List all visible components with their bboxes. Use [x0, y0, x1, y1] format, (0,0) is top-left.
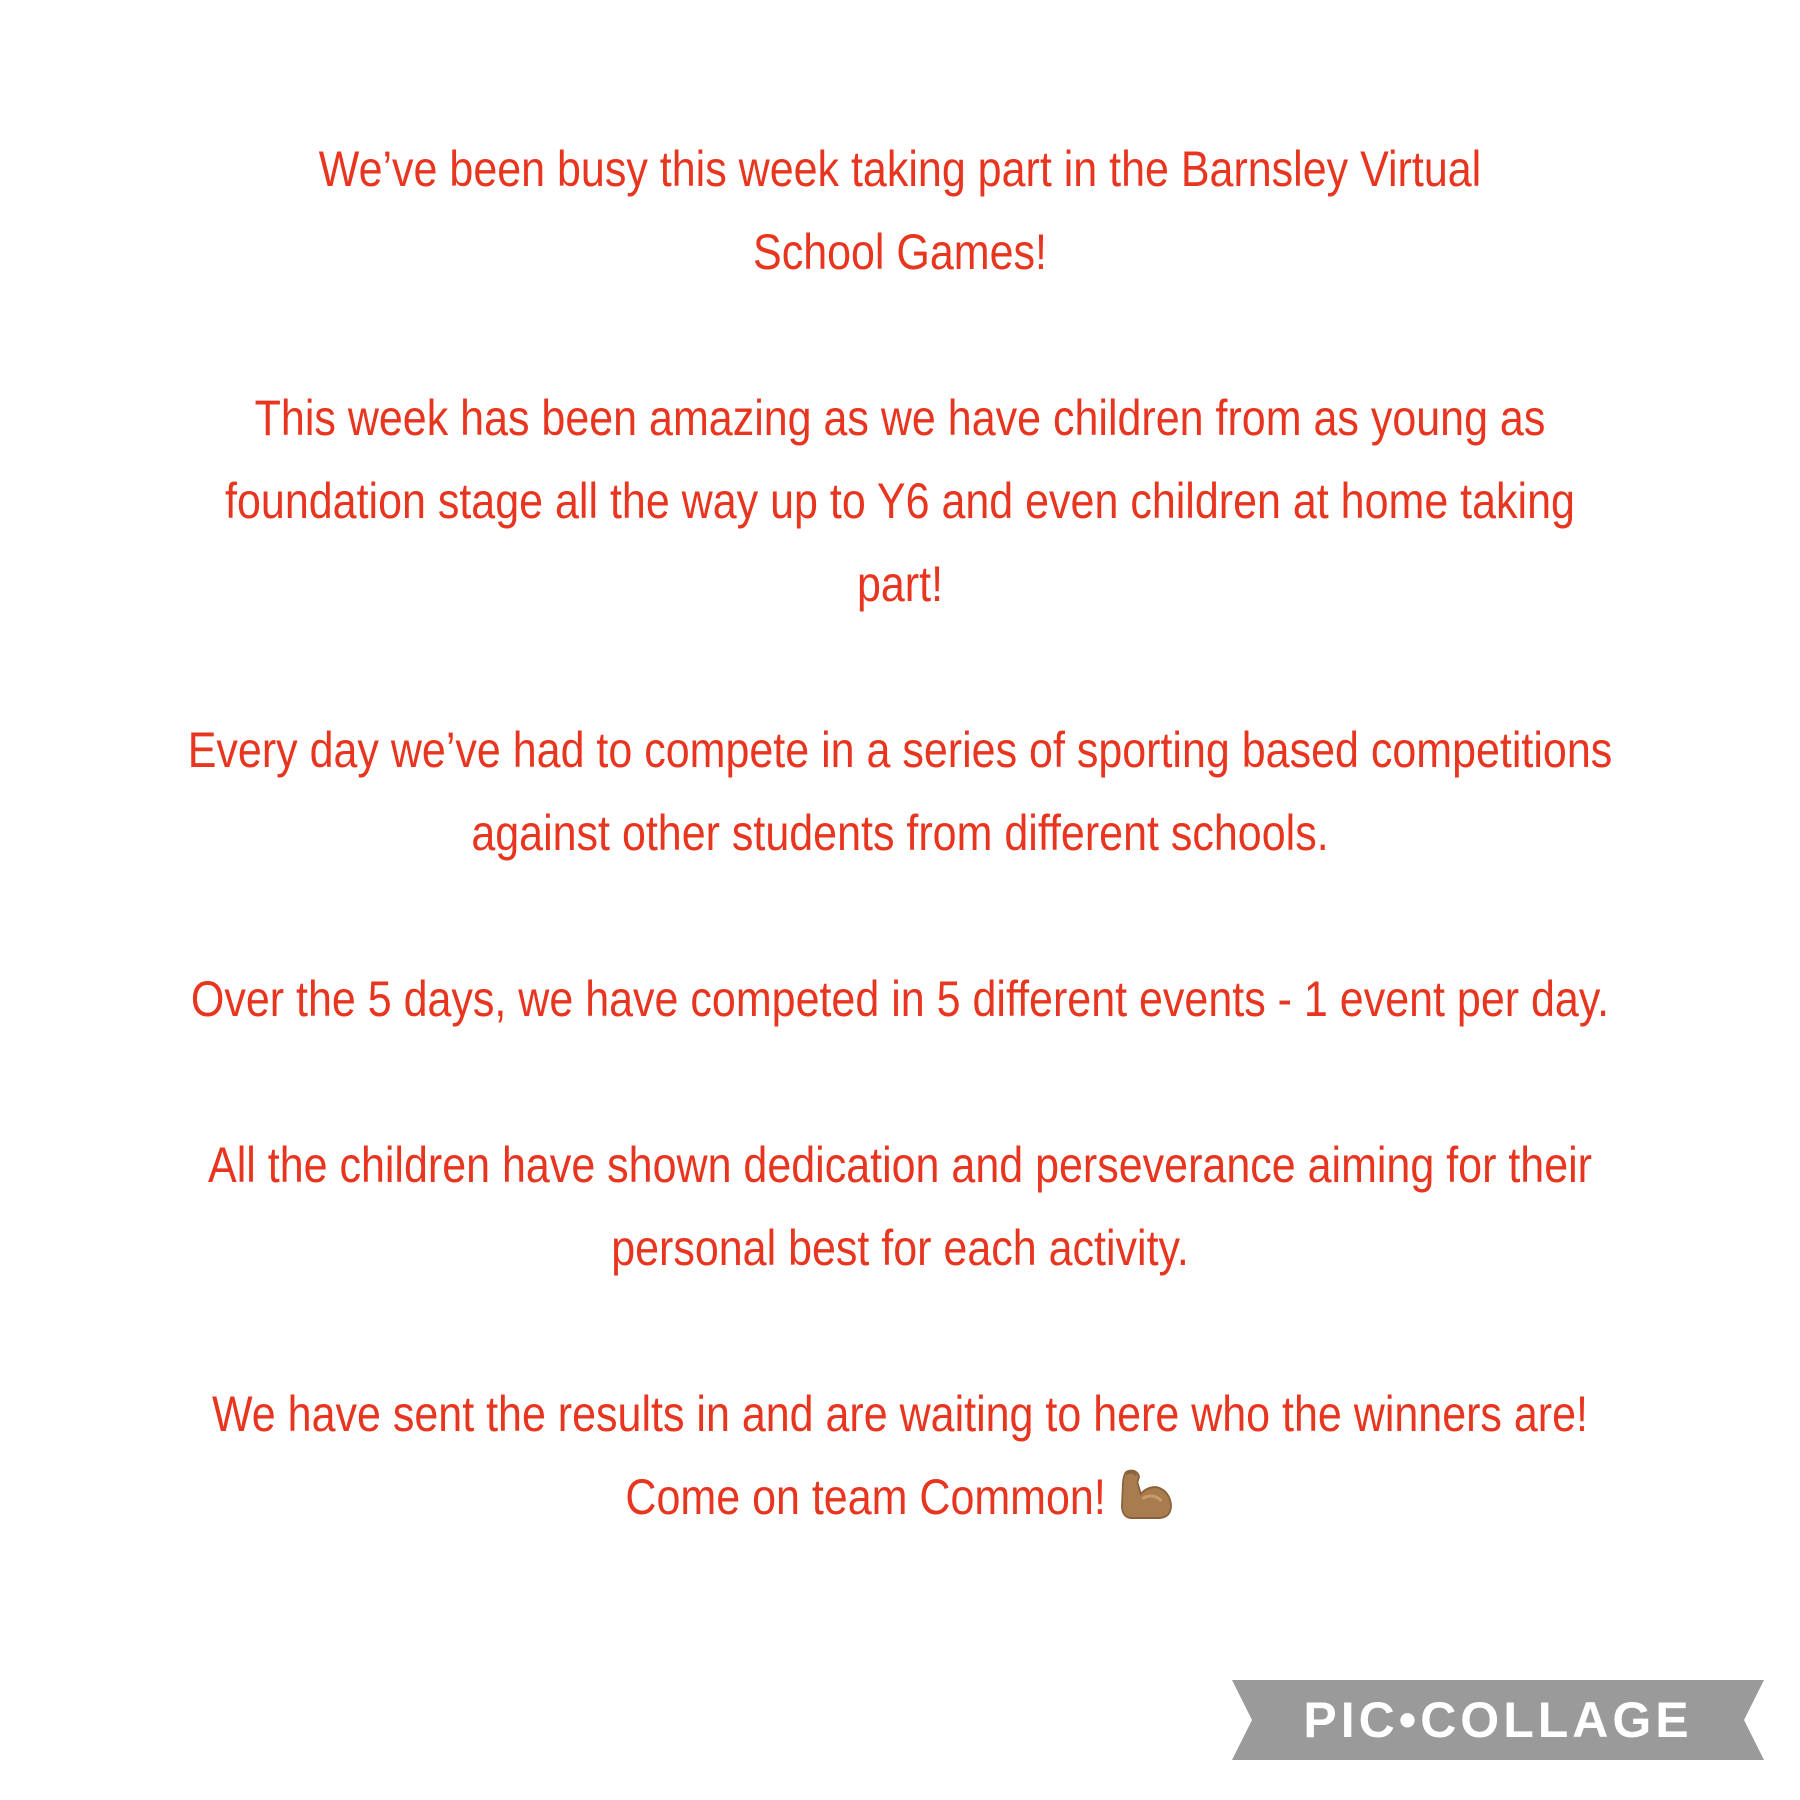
text-line	[186, 1456, 1614, 1545]
paragraph	[186, 377, 1614, 626]
text-line: part!	[856, 556, 944, 612]
text-line: We’ve been busy this week taking part in the Barnsley Virtual	[318, 141, 1482, 197]
text-line: personal best for each activity.	[611, 1220, 1189, 1276]
paragraph	[186, 958, 1614, 1041]
text-line: All the children have shown dedication and perseverance aiming for their	[208, 1137, 1592, 1193]
text-line: Over the 5 days, we have competed in 5 different events - 1 event per day.	[190, 971, 1610, 1027]
pic-collage-watermark	[1232, 1680, 1764, 1760]
post-text	[186, 128, 1614, 1545]
watermark-text: PIC•COLLAGE	[1303, 1692, 1693, 1748]
text-line: Every day we’ve had to compete in a series of sporting based competitions	[187, 722, 1613, 778]
paragraph	[186, 128, 1614, 294]
text-line: foundation stage all the way up to Y6 and even children at home taking	[225, 473, 1575, 529]
paragraph	[186, 1373, 1614, 1545]
paragraph	[186, 709, 1614, 875]
text-line: School Games!	[753, 224, 1047, 280]
closing-line-text: Come on team Common!	[625, 1469, 1106, 1525]
text-line: This week has been amazing as we have children from as young as	[254, 390, 1546, 446]
text-line: against other students from different schools.	[471, 805, 1329, 861]
text-line: We have sent the results in and are waiting to here who the winners are!	[212, 1386, 1588, 1442]
paragraph	[186, 1124, 1614, 1290]
flexed-biceps-icon	[1118, 1462, 1175, 1545]
